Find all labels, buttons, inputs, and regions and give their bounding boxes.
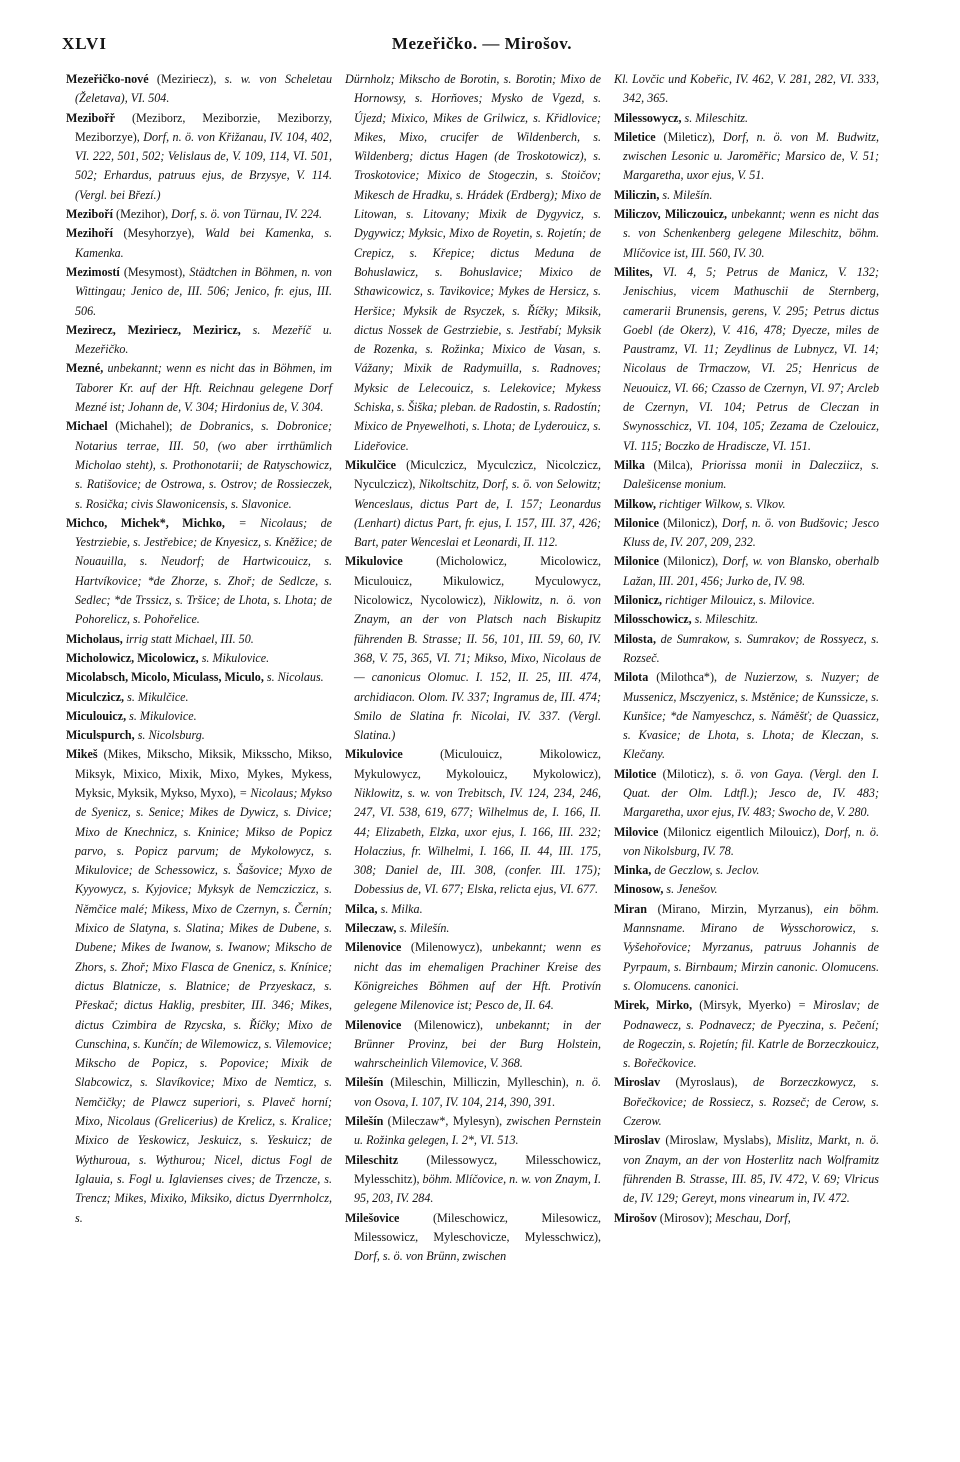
entry-variants: (Michahel); bbox=[107, 419, 181, 434]
dictionary-entry bbox=[614, 456, 879, 495]
entry-body: s. Nicolsburg. bbox=[137, 728, 205, 743]
entry-body: Dorf, w. von Blansko, oberhalb Lažan, III. 201, 456; Jurko de, IV. 98. bbox=[623, 554, 879, 588]
dictionary-entry bbox=[66, 417, 332, 513]
dictionary-entry bbox=[66, 205, 332, 224]
entry-body: = Miroslav; de Podnawecz, s. Podnavecz; de Pyeczina, s. Pečení; de Rogeczin, s. Rojetín; fil. Katrle de Borzeczkouicz, s. Bořečkovice. bbox=[623, 998, 879, 1071]
dictionary-entry bbox=[66, 359, 332, 417]
entry-body: unbekannt; wenn es nicht das s. von Schenkenberg gelegene Mileschitz, böhm. Mlíčovice ist, III. 560, IV. 30. bbox=[623, 207, 879, 260]
dictionary-entry bbox=[345, 70, 601, 456]
entry-body: = Nicolaus; de Yestrziebie, s. Jestřebice; de Knyesicz, s. Kněžice; de Nouauilla, s. Neudorf; de Hartwicouicz, s. Hartvíkovice; *de Zhorze, s. Zhoř; de Sedlcze, s. Sedlec; *de Trssicz, s. Tršice; de Lhota, s. Lhota; de Pohorelicz, s. Pohořelice. bbox=[75, 515, 332, 627]
entry-headword: Mezné, bbox=[66, 361, 104, 376]
dictionary-entry bbox=[66, 726, 332, 745]
entry-body: Wald bei Kamenka, s. Kamenka. bbox=[75, 226, 332, 260]
dictionary-entry bbox=[614, 128, 879, 186]
dictionary-entry bbox=[614, 186, 879, 205]
entry-headword: Milessowycz, bbox=[614, 110, 682, 125]
entry-headword: Micolabsch, Micolo, Miculass, Miculo, bbox=[66, 670, 264, 685]
entry-headword: Milovice bbox=[614, 824, 659, 839]
entry-variants bbox=[653, 265, 663, 279]
entry-headword: Miliczin, bbox=[614, 187, 660, 202]
entry-variants: (Mirosov); bbox=[656, 1210, 716, 1225]
dictionary-entry bbox=[614, 996, 879, 1073]
entry-variants: (Mikes, Mikscho, Miksik, Miksscho, Mikso, Miksyk, Mixico, Mixik, Mixo, Mykes, Mykess, Myksic, Myksik, Mykso, Myxo), bbox=[75, 747, 332, 800]
entry-body: richtiger Milouicz, s. Milovice. bbox=[665, 593, 815, 608]
entry-body: Städtchen in Böhmen, n. von Wittingau; Jenico de, III. 506; Jenico, fr. ejus, III. 506. bbox=[75, 264, 332, 318]
entry-variants: (Milothca*), bbox=[648, 670, 726, 685]
entry-headword: Milonicz, bbox=[614, 593, 663, 608]
entry-variants: (Myroslaus), bbox=[660, 1075, 753, 1090]
dictionary-entry bbox=[345, 456, 601, 552]
entry-headword: Milkow, bbox=[614, 496, 656, 511]
entry-body: VI. 4, 5; Petrus de Manicz, V. 132; Jenischius, vicem Mathuschii de Sternberg, camerarii Brunensis, gerens, V. 295; Petrus dictus Goebl (de Okerz), V. 416, 478; Dyecze, miles de Paustramz, VI. 11; Zeydlinus de Lubnycz, VI. 14; Nicolaus de Trmaczow, VI. 25; Henricus de Neuouicz, VI. 66; Czasso de Czernyn, VI. 97; Arcleb de Czernyn, VI. 104; Petrus de Cleczan in Swynosschicz, VI. 104, 105; Zezama de Czelouicz, VI. 115; Boczko de Hradiscze, VI. 151. bbox=[623, 264, 879, 453]
dictionary-entry bbox=[614, 1073, 879, 1131]
entry-headword: Micholowicz, Micolowicz, bbox=[66, 650, 199, 665]
entry-headword: Meziboří bbox=[66, 207, 114, 222]
entry-headword: Miran bbox=[614, 901, 647, 916]
dictionary-entry bbox=[345, 938, 601, 1015]
entry-body: Dorf, s. ö. von Türnau, IV. 224. bbox=[171, 207, 323, 222]
entry-headword: Miroslav bbox=[614, 1133, 661, 1148]
dictionary-entry bbox=[66, 630, 332, 649]
entry-headword: Miroslav bbox=[614, 1075, 661, 1090]
dictionary-entry bbox=[614, 552, 879, 591]
entry-body: unbekannt; wenn es nicht das im ehemaligen Prachiner Kreise des Königreiches Böhmen auf der Hft. Protivín gelegene Milenovice ist; Pesco de, II. 64. bbox=[354, 940, 601, 1013]
entry-headword: Miliczov, Miliczouicz, bbox=[614, 207, 727, 222]
entry-variants: (Mirsyk, Myerko) bbox=[692, 998, 798, 1013]
entry-variants: (Micholowicz, Micolowicz, Miculouicz, Mikulowicz, Myculowycz, Nicolowicz, Nycolowicz), bbox=[354, 554, 601, 608]
entry-variants: (Milca), bbox=[644, 457, 702, 472]
entry-body: de Nuzierzow, s. Nuzyer; de Mussenicz, Msczyenicz, s. Mstěnice; de Kunssicze, s. Kunšice; *de Namyeschcz, s. Náměšť; de Quassicz, s. Kvasice; de Lhota, s. Lhota; de Kleczan, s. Klečany. bbox=[623, 670, 879, 762]
dictionary-entry bbox=[614, 1209, 879, 1228]
entry-body: zwischen Pernstein u. Rožinka gelegen, I. 2*, VI. 513. bbox=[354, 1114, 601, 1148]
entry-variants: (Meziborz, Meziborzie, Meziborzy, Meziborzye), bbox=[75, 110, 332, 144]
dictionary-entry bbox=[345, 900, 601, 919]
entry-body: Dorf, n. ö. von Křižanau, IV. 104, 402, VI. 222, 501, 502; Velislaus de, V. 109, 114, VI. 501, 502; Erhardus, patruus ejus, de Brzysye, V. 114. (Vergl. bei Březí.) bbox=[75, 129, 333, 202]
entry-variants: (Miroslaw, Myslabs), bbox=[660, 1133, 777, 1148]
entry-body: de Sumrakow, s. Sumrakov; de Rossyecz, s. Rozseč. bbox=[623, 631, 879, 665]
entry-variants: (Mesyhorzye), bbox=[113, 226, 205, 241]
entry-body: s. Milešín. bbox=[662, 187, 713, 202]
entry-variants: (Miculouicz, Mikolowicz, Mykulowycz, Mykolouicz, Mykolowicz), bbox=[354, 747, 601, 781]
entry-body: s. Milešín. bbox=[399, 921, 450, 936]
entry-body: Niklowitz, n. ö. von Znaym, an der von Platsch nach Biskupitz führenden B. Strasse; II. 56, 101, III. 59, 60, IV. 368, V. 75, 365, VI. 71; Mikso, Mixo, Nicolaus de — canonicus Olomuc. I. 152, II. 25, III. 474, archidiacon. Olom. IV. 337; Ingramus de, III. 474; Smilo de Slatina fr. Nicolai, IV. 337. (Vergl. Slatina.) bbox=[354, 593, 601, 743]
dictionary-entry bbox=[345, 1209, 601, 1267]
entry-headword: Mikulčice bbox=[345, 457, 397, 472]
dictionary-entry bbox=[614, 861, 879, 880]
entry-variants bbox=[241, 323, 253, 337]
dictionary-entry bbox=[345, 1016, 601, 1074]
dictionary-entry bbox=[345, 1112, 601, 1151]
entry-body: s. Nicolaus. bbox=[266, 670, 324, 685]
dictionary-entry bbox=[66, 688, 332, 707]
entry-headword: Milešín bbox=[345, 1114, 384, 1129]
entry-variants: (Mezihor), bbox=[113, 207, 172, 222]
dictionary-entry bbox=[66, 649, 332, 668]
dictionary-entry bbox=[614, 495, 879, 514]
entry-variants: (Milonicz), bbox=[659, 554, 723, 569]
entry-headword: Mirošov bbox=[614, 1210, 657, 1225]
entry-body: Dorf, n. ö. von Budšovic; Jesco Kluss de, IV. 207, 209, 232. bbox=[623, 515, 879, 550]
entry-headword: Minka, bbox=[614, 863, 652, 878]
entry-variants: (Milenowicz), bbox=[401, 1017, 496, 1032]
entry-variants: (Milenowycz), bbox=[401, 940, 492, 955]
entry-headword: Milenovice bbox=[345, 940, 402, 955]
entry-headword: Milonice bbox=[614, 554, 660, 569]
entry-headword: Micholaus, bbox=[66, 631, 123, 646]
entry-headword: Mileschitz bbox=[345, 1152, 399, 1167]
dictionary-entry bbox=[345, 552, 601, 745]
entry-headword: Milosschowicz, bbox=[614, 612, 692, 627]
entry-variants: (Mirano, Mirzin, Myrzanus), bbox=[646, 901, 824, 916]
entry-headword: Mileczaw, bbox=[345, 921, 397, 936]
dictionary-entry bbox=[66, 668, 332, 687]
entry-body: de Dobranics, s. Dobronice; Notarius terrae, III. 50, (wo aber irrthümlich Micholao steht), s. Prothonotarii; de Ratyschowicz, s. Ratišovice; de Ostrowa, s. Ostrov; de Rossieczek, s. Rosička; civis Slawonicensis, s. Slavonice. bbox=[75, 419, 332, 511]
entry-variants: (Mileczaw*, Mylesyn), bbox=[383, 1114, 507, 1129]
entry-headword: Milonice bbox=[614, 515, 660, 530]
entry-body: Dorf, n. ö. von Nikolsburg, IV. 78. bbox=[623, 824, 879, 858]
dictionary-entry bbox=[66, 745, 332, 1227]
dictionary-entry bbox=[345, 745, 601, 899]
entry-body: s. Mileschitz. bbox=[684, 110, 749, 125]
entry-body: Dürnholz; Mikscho de Borotin, s. Borotin; Mixo de Hornowsy, s. Horňoves; Mysko de Vgezd, s. Újezd; Mixico, Mikes de Grilwicz, s. Křidlovice; Mikes, Mixo, crucifer de Wildenberch, s. Wildenberg; dictus Hagen (de Troskotowicz), s. Troskotovice; Mixico de Stogeczin, s. Stoičov; Mikesch de Hradku, s. Hrádek (Erdberg); Mixo de Litowan, s. Litovany; Mixik de Dygyvicz, s. Dygywicz; Myksic, Mixo de Royetin, s. Rojetín; de Crepicz, s. Křepice; dictus Meduna de Bohuslawicz, s. Bohuslavice; Mixico de Sthawicowicz, s. Tavikovice; Mykes de Hersicz, s. Heršice; Myksik de Rsyczek, s. Říčky; Miksik, dictus Nossek de Gestrziebie, s. Jestřabí; Myksik de Rozenka, s. Rožinka; Mixico de Vasan, s. Vážany; Mixik de Radymuilla, s. Radnoves; Myksic de Lelecouicz, s. Lelekovice; Mykess Schiska, s. Šiška; pleban. de Radostin, s. Radostín; Mixico de Pnyewelhoti, s. Lhota; de Lyderouicz, s. Lideřovice. bbox=[345, 72, 601, 453]
dictionary-entry bbox=[66, 109, 332, 205]
dictionary-entry bbox=[614, 70, 879, 109]
dictionary-entry bbox=[614, 263, 879, 456]
entry-headword: Milešín bbox=[345, 1075, 384, 1090]
entry-variants: (Mileschin, Milliczin, Mylleschin), bbox=[383, 1075, 576, 1090]
entry-headword: Milosta, bbox=[614, 631, 656, 646]
entry-body: ein böhm. Mannsname. Mirano de Wysschorowicz, s. Vyšehořovice; Myrzanus, patruus Johannis de Pyrpaum, s. Birnbaum; Mirzin canonic. Olomucens. s. Olomucens. canonici. bbox=[623, 901, 879, 993]
entry-headword: Michco, Michek*, Michko, bbox=[66, 515, 225, 530]
entry-body: s. w. von Scheletau (Želetava), VI. 504. bbox=[75, 72, 332, 106]
entry-body: Kl. Lovčic und Kobeřic, IV. 462, V. 281, 282, VI. 333, 342, 365. bbox=[614, 72, 879, 106]
entry-headword: Minosow, bbox=[614, 882, 664, 897]
dictionary-entry bbox=[66, 514, 332, 630]
dictionary-entry bbox=[614, 1131, 879, 1208]
entry-body: de Geczlow, s. Jeclov. bbox=[654, 863, 760, 878]
entry-body: = Nicolaus; Mykso de Syenicz, s. Senice; Mikes de Dywicz, s. Divice; Mixo de Knechnicz, s. Kninice; Mikso de Popicz parvo, s. Popicz parvum; de Mykolowycz, s. Mikulovice; de Schessowicz, s. Šašovice; Myxo de Kyyowycz, s. Kyjovice; Myksyk de Nemcziczicz, s. Němčice malé; Mikess, Mixo de Czernyn, s. Černín; Mixico de Slatyna, s. Slatina; Mikes de Dubene, s. Dubene; Mikes de Iwanow, s. Iwanow; Mikscho de Zhors, s. Zhoř; Mixo Flasca de Gnenicz, s. Knínice; dictus Blatnicze, s. Blatnice; de Przyeskacz, s. Přeskač; dictus Haklig, presbiter, III. 346; Mikes, dictus Czimbira de Rzycska, s. Říčky; Mixo de Cunschina, s. Kunčín; de Wilemowicz, s. Vilemovice; Mikscho de Popicz, s. Popovice; Mixik de Slabcowicz, s. Slavíkovice; Mixo de Nemticz, s. Nemčičky; de Plawcz superiori, s. Plaveč horní; Mixo, Nicolaus (Grelicerius) de Krelicz, s. Kralice; Mixico de Yeskowicz, Jeskuicz, s. Yeskuicz; de Wythuroua, s. Wythurou; Nicel, dictus Fogl de Iglauia, s. Fogl u. Iglavienses cives; de Trzencze, s. Trencz; Mikes, Mixiko, Miksiko, dictus Dyerrnholcz, s. bbox=[75, 785, 332, 1225]
entry-body: Niklowitz, s. w. von Trebitsch, IV. 124, 234, 246, 247, VI. 538, 619, 677; Wilhelmus de, I. 166, II. 44; Elizabeth, Elzka, uxor ejus, I. 166, III. 232; Holaczius, fr. Wilhelmi, I. 166, II. 44, III. 175, 308; Daniel de, III. 308, (confer. III. 175); Dobessius de, VI. 677; Elska, relicta ejus, VI. 677. bbox=[354, 785, 601, 897]
entry-headword: Mezeřičko-nové bbox=[66, 72, 149, 86]
dictionary-entry bbox=[66, 70, 332, 109]
entry-body: s. ö. von Gaya. (Vergl. den I. Quat. der Olm. Ldtfl.); Jesco de, IV. 483; Margaretha, uxor ejus, IV. 483; Swocho de, V. 280. bbox=[623, 766, 879, 820]
entry-body: s. Mikulovice. bbox=[201, 650, 270, 665]
dictionary-entry bbox=[66, 224, 332, 263]
entry-headword: Mezimostí bbox=[66, 264, 120, 279]
running-title: Mezeřičko. — Mirošov. bbox=[391, 34, 573, 53]
entry-variants: (Mileschowicz, Milesowicz, Milessowicz, Myleschovicze, Mylesschwicz), bbox=[354, 1210, 601, 1244]
page-number: XLVI bbox=[62, 34, 107, 53]
entry-variants: (Miculczicz, Myculczicz, Nicolczicz, Nyculczicz), bbox=[354, 457, 601, 492]
entry-headword: Milota bbox=[614, 670, 649, 685]
entry-body: s. Mikulčice. bbox=[127, 689, 189, 704]
entry-body: Mislitz, Markt, n. ö. von Znaym, an der von Hosterlitz nach Wolframitz führenden B. Strasse, III. 85, IV. 472, V. 69; Vlricus de, IV. 129; Gereyt, mons vinearum in, IV. 472. bbox=[623, 1133, 879, 1206]
entry-body: irrig statt Michael, III. 50. bbox=[125, 631, 254, 646]
dictionary-entry bbox=[614, 765, 879, 823]
dictionary-entry bbox=[614, 610, 879, 629]
entry-body: richtiger Wilkow, s. Vlkov. bbox=[659, 496, 786, 511]
entry-body: unbekannt; in der Brünner Provinz, bei der Burg Holstein, wahrscheinlich Vilemovice, V. 368. bbox=[354, 1017, 602, 1071]
entry-headword: Mezirecz, Meziriecz, Meziricz, bbox=[66, 322, 241, 337]
entry-headword: Mezibořř bbox=[66, 110, 116, 125]
dictionary-entry bbox=[614, 823, 879, 862]
entry-variants: (Meziriecz), bbox=[148, 72, 225, 86]
column-right bbox=[614, 70, 879, 1228]
entry-headword: Michael bbox=[66, 419, 108, 434]
entry-headword: Miculspurch, bbox=[66, 728, 135, 743]
entry-headword: Milotice bbox=[614, 766, 657, 781]
entry-headword: Milešovice bbox=[345, 1210, 400, 1225]
entry-variants: (Milonicz eigentlich Milouicz), bbox=[658, 824, 825, 839]
dictionary-entry bbox=[66, 321, 332, 360]
entry-body: s. Mezeříč u. Mezeřičko. bbox=[75, 322, 332, 357]
entry-body: unbekannt; wenn es nicht das in Böhmen, im Taborer Kr. auf der Hft. Reichnau gelegene Dorf Mezné ist; Johann de, V. 304; Hirdonius de, V. 304. bbox=[75, 361, 332, 415]
dictionary-entry bbox=[345, 1151, 601, 1209]
entry-body: s. Mileschitz. bbox=[694, 612, 759, 627]
dictionary-entry bbox=[614, 205, 879, 263]
entry-body: s. Mikulovice. bbox=[129, 708, 197, 723]
entry-variants: (Miloticz), bbox=[656, 766, 721, 781]
entry-headword: Milites, bbox=[614, 264, 653, 279]
entry-body: böhm. Mlíčovice, n. w. von Znaym, I. 95, 203, IV. 284. bbox=[354, 1171, 601, 1206]
dictionary-entry bbox=[66, 263, 332, 321]
entry-variants: (Milonicz), bbox=[659, 515, 722, 530]
entry-body: Nikoltschitz, Dorf, s. ö. von Selowitz; Wenceslaus, dictus Part de, I. 157; Leonardus (Lenhart) dictus Part, fr. ejus, I. 157, III. 37, 426; Bart, pater Wenceslai et Leonardi, II. 112. bbox=[354, 477, 601, 550]
dictionary-entry bbox=[66, 707, 332, 726]
entry-headword: Mikulovice bbox=[345, 554, 403, 569]
entry-headword: Mikulovice bbox=[345, 747, 403, 762]
entry-variants: (Mileticz), bbox=[655, 129, 723, 144]
entry-headword: Miculczicz, bbox=[66, 689, 125, 704]
entry-headword: Miculouicz, bbox=[66, 708, 127, 723]
dictionary-entry bbox=[614, 514, 879, 553]
entry-body: s. Milka. bbox=[380, 901, 423, 916]
entry-body: n. ö. von Osova, I. 107, IV. 104, 214, 390, 391. bbox=[354, 1075, 601, 1109]
entry-variants: (Mesymost), bbox=[119, 264, 190, 279]
dictionary-entry bbox=[614, 880, 879, 899]
entry-headword: Milka bbox=[614, 457, 645, 472]
dictionary-entry bbox=[614, 591, 879, 610]
dictionary-entry bbox=[614, 109, 879, 128]
entry-body: de Borzeczkowycz, s. Bořečkovice; de Rossiecz, s. Rozseč; de Cerow, s. Czerow. bbox=[623, 1075, 879, 1129]
dictionary-entry bbox=[614, 668, 879, 764]
entry-headword: Milenovice bbox=[345, 1017, 402, 1032]
entry-headword: Mezihoří bbox=[66, 226, 114, 241]
entry-body: Meschau, Dorf, bbox=[715, 1210, 791, 1225]
entry-headword: Milca, bbox=[345, 901, 378, 916]
entry-body: Priorissa monii in Dalecziicz, s. Dalešicense monium. bbox=[623, 457, 879, 492]
entry-headword: Mirek, Mirko, bbox=[614, 998, 693, 1013]
dictionary-entry bbox=[614, 630, 879, 669]
entry-headword: Miletice bbox=[614, 129, 656, 144]
column-middle bbox=[345, 70, 601, 1266]
entry-body: Dorf, s. ö. von Brünn, zwischen bbox=[354, 1249, 507, 1264]
entry-body: Dorf, n. ö. von M. Budwitz, zwischen Lesonic u. Jaroměřic; Marsico de, V. 51; Margaretha, uxor ejus, V. 51. bbox=[623, 129, 880, 183]
dictionary-entry bbox=[345, 919, 601, 938]
entry-body: s. Jenešov. bbox=[666, 882, 718, 897]
dictionary-entry bbox=[345, 1073, 601, 1112]
entry-variants bbox=[225, 516, 238, 530]
dictionary-entry bbox=[614, 900, 879, 996]
entry-variants: (Milessowycz, Milesschowicz, Mylesschitz), bbox=[354, 1152, 601, 1186]
page-header bbox=[62, 34, 902, 58]
entry-headword: Mikeš bbox=[66, 747, 98, 762]
column-left bbox=[66, 70, 332, 1228]
